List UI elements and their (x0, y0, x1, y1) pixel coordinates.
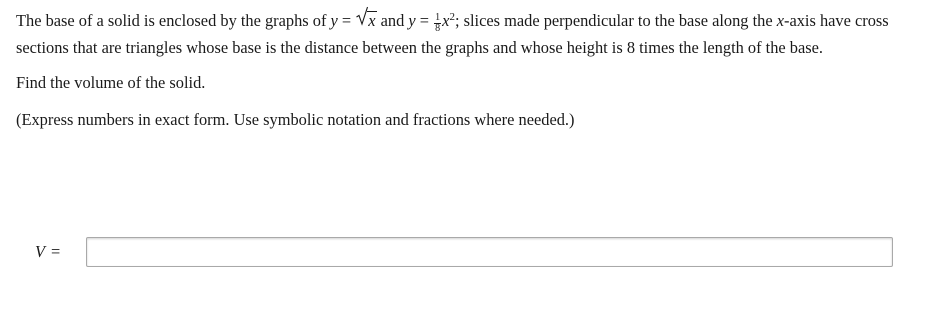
eq2-equals: = (415, 11, 434, 30)
and-word: and (376, 11, 409, 30)
axis-variable: x (776, 11, 784, 30)
answer-row (35, 237, 893, 267)
square-root-icon (356, 6, 368, 26)
fraction-one-eighth (434, 13, 441, 34)
eq2-lhs: y (408, 11, 416, 30)
intro-text-3: -axis have cross sections that are triangles whose base is the distance between the graphs and whose height is 8 times the length of the base. (16, 11, 889, 57)
sqrt-argument: x (368, 11, 376, 30)
problem-prompt: Find the volume of the solid. (16, 73, 206, 92)
problem-intro (16, 8, 931, 61)
intro-text-2: ; slices made perpendicular to the base along the (454, 11, 777, 30)
eq1-lhs: y (330, 11, 338, 30)
answer-equals: = (51, 242, 61, 261)
answer-input[interactable] (86, 237, 893, 267)
eq1-equals: = (337, 11, 356, 30)
fraction-numerator: 1 (435, 11, 441, 23)
sqrt-expression (356, 8, 376, 35)
problem-instructions: (Express numbers in exact form. Use symbolic notation and fractions where needed.) (16, 109, 575, 129)
eq2-exponent: 2 (449, 11, 455, 23)
eq2-variable: x (442, 11, 450, 30)
intro-text-1: The base of a solid is enclosed by the graphs of (16, 11, 331, 30)
fraction-denominator: 8 (435, 22, 441, 34)
answer-label (35, 242, 86, 262)
problem-statement (16, 8, 931, 133)
answer-variable: V (35, 242, 46, 261)
